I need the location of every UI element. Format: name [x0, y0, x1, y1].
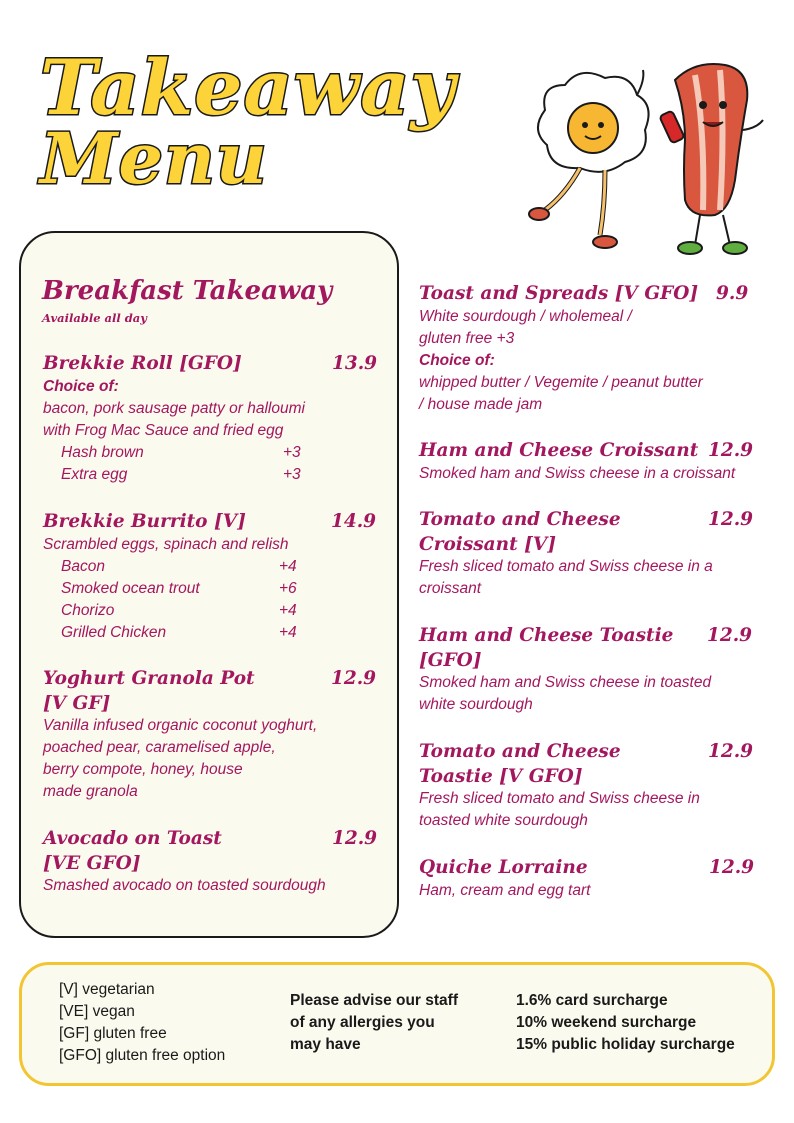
- item-desc-line: Scrambled eggs, spinach and relish: [43, 536, 289, 553]
- legend-gluten-free-option: [GFO] gluten free option: [59, 1047, 226, 1064]
- item-price: 12.9: [709, 857, 755, 878]
- item-desc-line: White sourdough / wholemeal /: [419, 308, 632, 325]
- addon-row: [43, 622, 383, 644]
- section-subtitle: Available all day: [42, 311, 147, 325]
- item-desc-line: Smoked ham and Swiss cheese in a croissant: [419, 465, 736, 482]
- addon-row: [43, 578, 383, 600]
- addon-label: Extra egg: [61, 466, 128, 483]
- addon-label: Bacon: [61, 558, 105, 575]
- item-choice-label: Choice of:: [419, 352, 495, 369]
- item-name-tags: [V GF]: [43, 693, 111, 714]
- surcharge-notice: [516, 990, 735, 1056]
- item-desc-line: toasted white sourdough: [419, 812, 588, 829]
- item-desc-line: with Frog Mac Sauce and fried egg: [43, 422, 284, 439]
- item-name-tags: [VE GFO]: [43, 853, 141, 874]
- surcharge-card: 1.6% card surcharge: [516, 992, 668, 1009]
- surcharge-weekend: 10% weekend surcharge: [516, 1014, 697, 1031]
- item-desc-line: Smoked ham and Swiss cheese in toasted: [419, 674, 712, 691]
- item-name-tags: Toastie [V GFO]: [419, 766, 583, 787]
- item-desc-line: bacon, pork sausage patty or halloumi: [43, 400, 305, 417]
- addon-label: Grilled Chicken: [61, 624, 167, 641]
- item-desc-line: berry compote, honey, house: [43, 761, 243, 778]
- allergy-line: Please advise our staff: [290, 992, 458, 1009]
- item-price: 9.9: [716, 283, 749, 304]
- item-price: 12.9: [708, 741, 754, 762]
- surcharge-public-holiday: 15% public holiday surcharge: [516, 1036, 735, 1053]
- item-choice-label: Choice of:: [43, 378, 119, 395]
- item-desc-line: Vanilla infused organic coconut yoghurt,: [43, 717, 318, 734]
- addon-price: +4: [279, 624, 297, 641]
- title-line-1: Takeaway: [40, 43, 456, 132]
- item-desc-line: poached pear, caramelised apple,: [43, 739, 276, 756]
- title-line-2: Menu: [40, 117, 268, 200]
- item-desc-line: gluten free +3: [419, 330, 515, 347]
- addon-price: +6: [279, 580, 297, 597]
- item-desc-line: made granola: [43, 783, 138, 800]
- allergy-line: of any allergies you: [290, 1014, 435, 1031]
- item-desc-line: Smashed avocado on toasted sourdough: [43, 877, 326, 894]
- item-desc-line: whipped butter / Vegemite / peanut butter: [419, 374, 703, 391]
- item-price: 12.9: [332, 828, 378, 849]
- allergy-notice: [290, 990, 458, 1056]
- addon-label: Chorizo: [61, 602, 115, 619]
- fried-egg-and-bacon-mascots-icon: [525, 50, 775, 260]
- addon-row: [43, 442, 383, 464]
- item-desc-line: Fresh sliced tomato and Swiss cheese in: [419, 790, 700, 807]
- item-name: Tomato and Cheese: [419, 741, 621, 762]
- legend-vegan: [VE] vegan: [59, 1003, 135, 1020]
- addon-price: +4: [279, 602, 297, 619]
- item-name: Yoghurt Granola Pot: [43, 668, 255, 689]
- addon-price: +3: [283, 444, 301, 461]
- item-name-tags: [GFO]: [419, 650, 482, 671]
- item-name-tags: Croissant [V]: [419, 534, 556, 555]
- item-desc-line: Fresh sliced tomato and Swiss cheese in a: [419, 558, 713, 575]
- addon-row: [43, 464, 383, 486]
- item-name: Toast and Spreads [V GFO]: [419, 283, 699, 304]
- item-price: 14.9: [331, 511, 377, 532]
- allergy-line: may have: [290, 1036, 361, 1053]
- item-name: Avocado on Toast: [43, 828, 222, 849]
- item-name: Ham and Cheese Toastie: [419, 625, 674, 646]
- section-title: Breakfast Takeaway: [42, 276, 333, 306]
- item-name: Ham and Cheese Croissant: [419, 440, 699, 461]
- addon-label: Hash brown: [61, 444, 144, 461]
- item-price: 13.9: [332, 353, 378, 374]
- item-price: 12.9: [708, 509, 754, 530]
- legend-vegetarian: [V] vegetarian: [59, 981, 155, 998]
- item-desc-line: croissant: [419, 580, 482, 597]
- item-name: Brekkie Burrito [V]: [43, 511, 246, 532]
- addon-price: +3: [283, 466, 301, 483]
- item-desc-line: Ham, cream and egg tart: [419, 882, 591, 899]
- item-price: 12.9: [707, 625, 753, 646]
- item-name: Brekkie Roll [GFO]: [43, 353, 242, 374]
- item-name: Quiche Lorraine: [419, 857, 588, 878]
- addon-row: [43, 600, 383, 622]
- addon-label: Smoked ocean trout: [61, 580, 200, 597]
- addon-price: +4: [279, 558, 297, 575]
- legend-gluten-free: [GF] gluten free: [59, 1025, 167, 1042]
- addon-row: [43, 556, 383, 578]
- item-price: 12.9: [708, 440, 754, 461]
- item-desc-line: / house made jam: [419, 396, 543, 413]
- dietary-legend: [59, 979, 225, 1067]
- item-price: 12.9: [331, 668, 377, 689]
- item-name: Tomato and Cheese: [419, 509, 621, 530]
- item-desc-line: white sourdough: [419, 696, 533, 713]
